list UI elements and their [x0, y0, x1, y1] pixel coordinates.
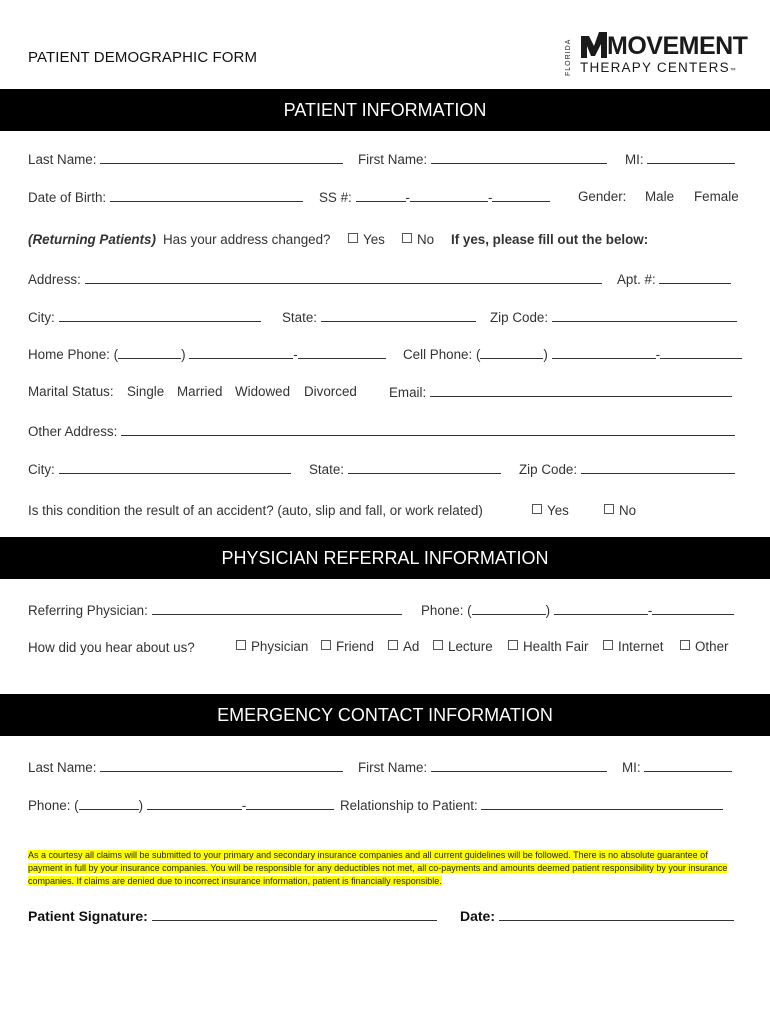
dash: -	[647, 603, 653, 618]
date-field[interactable]	[460, 908, 734, 924]
emergency-last-name-input-line[interactable]	[100, 759, 343, 772]
accident-no-option[interactable]	[604, 503, 636, 518]
apt-label: Apt. #:	[617, 272, 656, 287]
no-label: No	[619, 503, 637, 518]
address-label: Address:	[28, 272, 81, 287]
paren-close: )	[545, 603, 551, 618]
section-header-emergency: EMERGENCY CONTACT INFORMATION	[0, 694, 770, 736]
home-phone-part2-line[interactable]	[298, 346, 386, 359]
no-label: No	[417, 232, 435, 247]
ssn-field[interactable]	[319, 189, 550, 205]
state-input-line[interactable]	[321, 309, 476, 322]
mi-input-line[interactable]	[647, 151, 735, 164]
mi-field[interactable]	[625, 151, 735, 167]
cell-phone-label: Cell Phone: (	[403, 347, 481, 362]
ssn-part1-line[interactable]	[356, 189, 406, 202]
dob-field[interactable]	[28, 189, 303, 205]
emergency-mi-label: MI:	[622, 760, 641, 775]
first-name-field[interactable]	[358, 151, 607, 167]
option-label: Ad	[403, 639, 420, 654]
dash: -	[241, 798, 247, 813]
address-changed-no[interactable]	[402, 232, 434, 247]
marital-widowed-option[interactable]: Widowed	[235, 384, 291, 399]
city-label: City:	[28, 310, 55, 325]
hear-option-other[interactable]	[680, 639, 729, 654]
hear-about-us-question: How did you hear about us?	[28, 640, 195, 655]
ssn-label: SS #:	[319, 190, 352, 205]
emergency-first-name-label: First Name:	[358, 760, 428, 775]
emergency-first-name-input-line[interactable]	[431, 759, 607, 772]
zip-input-line[interactable]	[552, 309, 737, 322]
zip-field[interactable]	[490, 309, 737, 325]
checkbox-icon[interactable]	[433, 640, 443, 650]
dob-label: Date of Birth:	[28, 190, 107, 205]
hear-option-ad[interactable]	[388, 639, 419, 654]
referring-physician-label: Referring Physician:	[28, 603, 148, 618]
other-city-field[interactable]	[28, 461, 291, 477]
returning-patients-label: (Returning Patients)	[28, 232, 156, 247]
ssn-part3-line[interactable]	[492, 189, 550, 202]
checkbox-icon[interactable]	[236, 640, 246, 650]
apt-field[interactable]	[617, 271, 731, 287]
other-city-label: City:	[28, 462, 55, 477]
physician-phone-area-line[interactable]	[472, 602, 546, 615]
emergency-last-name-label: Last Name:	[28, 760, 97, 775]
emergency-phone-label: Phone: (	[28, 798, 79, 813]
gender-label: Gender:	[578, 189, 627, 204]
emergency-mi-field[interactable]	[622, 759, 732, 775]
apt-input-line[interactable]	[659, 271, 731, 284]
address-changed-question: Has your address changed?	[163, 232, 331, 247]
cell-phone-area-line[interactable]	[480, 346, 543, 359]
first-name-input-line[interactable]	[431, 151, 607, 164]
state-field[interactable]	[282, 309, 476, 325]
hear-option-physician[interactable]	[236, 639, 308, 654]
gender-female-option[interactable]: Female	[694, 189, 739, 204]
checkbox-icon[interactable]	[508, 640, 518, 650]
date-label: Date:	[460, 908, 496, 924]
relationship-label: Relationship to Patient:	[340, 798, 478, 813]
home-phone-area-line[interactable]	[118, 346, 181, 359]
document-title: PATIENT DEMOGRAPHIC FORM	[28, 49, 258, 66]
hear-option-lecture[interactable]	[433, 639, 493, 654]
first-name-label: First Name:	[358, 152, 428, 167]
emergency-first-name-field[interactable]	[358, 759, 607, 775]
city-input-line[interactable]	[59, 309, 261, 322]
paren-close: )	[138, 798, 144, 813]
dash: -	[655, 347, 661, 362]
physician-phone-field[interactable]	[421, 602, 734, 618]
option-label: Health Fair	[523, 639, 589, 654]
emergency-phone-field[interactable]	[28, 797, 334, 813]
physician-phone-part2-line[interactable]	[652, 602, 734, 615]
option-label: Other	[695, 639, 729, 654]
address-input-line[interactable]	[85, 271, 602, 284]
hear-option-internet[interactable]	[603, 639, 663, 654]
home-phone-field[interactable]	[28, 346, 386, 362]
marital-single-option[interactable]: Single	[127, 384, 165, 399]
checkbox-icon[interactable]	[348, 233, 358, 243]
home-phone-label: Home Phone: (	[28, 347, 119, 362]
logo-movement-text: MOVEMENT	[607, 32, 748, 60]
emergency-mi-input-line[interactable]	[644, 759, 732, 772]
paren-close: )	[543, 347, 548, 362]
logo-florida-text: FLORIDA	[565, 38, 572, 76]
email-label: Email:	[389, 385, 427, 400]
logo-subtitle: THERAPY CENTERS™	[580, 60, 737, 75]
emergency-phone-part1-line[interactable]	[147, 797, 242, 810]
last-name-label: Last Name:	[28, 152, 97, 167]
other-state-field[interactable]	[309, 461, 501, 477]
address-changed-yes[interactable]	[348, 232, 385, 247]
company-logo	[565, 28, 748, 78]
yes-label: Yes	[363, 232, 385, 247]
address-field[interactable]	[28, 271, 602, 287]
last-name-field[interactable]	[28, 151, 343, 167]
checkbox-icon[interactable]	[402, 233, 412, 243]
option-label: Internet	[618, 639, 664, 654]
option-label: Lecture	[448, 639, 493, 654]
other-zip-field[interactable]	[519, 461, 735, 477]
referring-physician-input-line[interactable]	[152, 602, 402, 615]
other-state-label: State:	[309, 462, 344, 477]
other-city-input-line[interactable]	[59, 461, 291, 474]
referring-physician-field[interactable]	[28, 602, 402, 618]
checkbox-icon[interactable]	[532, 504, 542, 514]
cell-phone-field[interactable]	[403, 346, 742, 362]
signature-input-line[interactable]	[152, 908, 437, 921]
other-zip-label: Zip Code:	[519, 462, 578, 477]
section-header-physician: PHYSICIAN REFERRAL INFORMATION	[0, 537, 770, 579]
patient-signature-label: Patient Signature:	[28, 908, 148, 924]
ssn-dash-2: -	[487, 190, 493, 205]
relationship-input-line[interactable]	[481, 797, 723, 810]
email-field[interactable]	[389, 384, 732, 400]
checkbox-icon[interactable]	[603, 640, 613, 650]
marital-divorced-option[interactable]: Divorced	[304, 384, 357, 399]
ssn-dash-1: -	[405, 190, 410, 205]
physician-phone-label: Phone: (	[421, 603, 472, 618]
ssn-part2-line[interactable]	[410, 189, 488, 202]
emergency-phone-part2-line[interactable]	[246, 797, 334, 810]
date-input-line[interactable]	[499, 908, 734, 921]
other-state-input-line[interactable]	[348, 461, 501, 474]
other-address-field[interactable]	[28, 423, 735, 439]
paren-close: )	[181, 347, 186, 362]
other-address-label: Other Address:	[28, 424, 118, 439]
last-name-input-line[interactable]	[100, 151, 343, 164]
physician-phone-part1-line[interactable]	[554, 602, 648, 615]
other-zip-input-line[interactable]	[581, 461, 735, 474]
emergency-last-name-field[interactable]	[28, 759, 343, 775]
marital-married-option[interactable]: Married	[177, 384, 223, 399]
email-input-line[interactable]	[430, 384, 732, 397]
state-label: State:	[282, 310, 317, 325]
home-phone-part1-line[interactable]	[189, 346, 293, 359]
accident-yes-option[interactable]	[532, 503, 569, 518]
insurance-disclaimer: As a courtesy all claims will be submitted to your primary and secondary insurance companies and all current guidelines will be followed. There is no absolute guarantee of payment in full by your insurance companies. You will be responsible for any deductibles not met, all co-payments and amounts deemed patient responsibility by your insurance companies. If claims are denied due to incorrect insurance information, patient is financially responsible.	[28, 850, 728, 886]
city-field[interactable]	[28, 309, 261, 325]
patient-signature-field[interactable]	[28, 908, 437, 924]
section-header-patient-info: PATIENT INFORMATION	[0, 89, 770, 131]
accident-question: Is this condition the result of an accident? (auto, slip and fall, or work related)	[28, 503, 483, 518]
if-yes-instruction: If yes, please fill out the below:	[451, 232, 649, 247]
mi-label: MI:	[625, 152, 644, 167]
dob-input-line[interactable]	[110, 189, 303, 202]
cell-phone-part1-line[interactable]	[552, 346, 656, 359]
hear-option-friend[interactable]	[321, 639, 374, 654]
zip-label: Zip Code:	[490, 310, 549, 325]
gender-male-option[interactable]: Male	[645, 189, 675, 204]
other-address-input-line[interactable]	[121, 423, 735, 436]
hear-option-health-fair[interactable]	[508, 639, 589, 654]
checkbox-icon[interactable]	[680, 640, 690, 650]
checkbox-icon[interactable]	[604, 504, 614, 514]
emergency-phone-area-line[interactable]	[79, 797, 139, 810]
option-label: Friend	[336, 639, 374, 654]
logo-mark-icon	[579, 30, 609, 60]
cell-phone-part2-line[interactable]	[660, 346, 742, 359]
relationship-field[interactable]	[340, 797, 723, 813]
option-label: Physician	[251, 639, 309, 654]
checkbox-icon[interactable]	[321, 640, 331, 650]
dash: -	[293, 347, 298, 362]
yes-label: Yes	[547, 503, 569, 518]
checkbox-icon[interactable]	[388, 640, 398, 650]
marital-status-label: Marital Status:	[28, 384, 114, 399]
